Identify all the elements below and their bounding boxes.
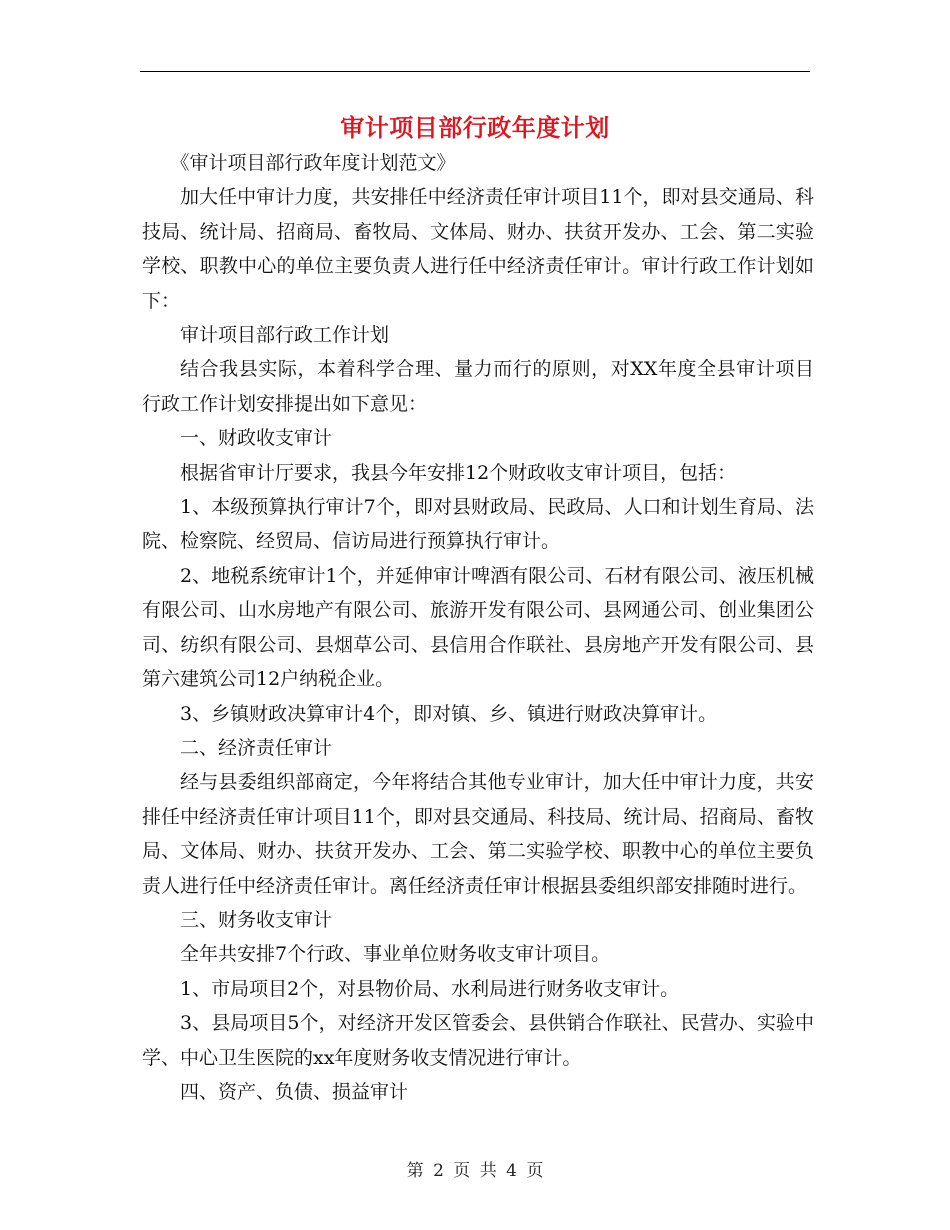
paragraph-plan-heading: 审计项目部行政工作计划 — [180, 324, 390, 347]
paragraph-intro: 加大任中审计力度，共安排任中经济责任审计项目11个，即对县交通局、科技局、统计局、招商局、畜牧局、文体局、财办、扶贫开发办、工会、第二实验学校、职教中心的单位主要负责人进行任中经济责任审计。审计行政工作计划如下： — [142, 186, 814, 312]
paragraph-financial-summary: 全年共安排7个行政、事业单位财务收支审计项目。 — [180, 943, 611, 966]
paragraph-city-projects: 1、市局项目2个，对县物价局、水利局进行财务收支审计。 — [180, 977, 680, 1000]
section-heading-assets: 四、资产、负债、损益审计 — [180, 1080, 409, 1103]
section-heading-fiscal: 一、财政收支审计 — [180, 427, 333, 450]
paragraph-county-projects: 3、县局项目5个，对经济开发区管委会、县供销合作联社、民营办、实验中学、中心卫生医院的xx年度财务收支情况进行审计。 — [142, 1012, 814, 1069]
section-heading-financial: 三、财务收支审计 — [180, 908, 333, 931]
paragraph-tax-audit: 2、地税系统审计1个，并延伸审计啤酒有限公司、石材有限公司、液压机械有限公司、山水房地产有限公司、旅游开发有限公司、县网通公司、创业集团公司、纺织有限公司、县烟草公司、县信用合作联社、县房地产开发有限公司、县第六建筑公司12户纳税企业。 — [142, 564, 814, 691]
document-title: 审计项目部行政年度计划 — [340, 113, 610, 142]
paragraph-township-audit: 3、乡镇财政决算审计4个，即对镇、乡、镇进行财政决算审计。 — [180, 702, 718, 725]
paragraph-budget-audit: 1、本级预算执行审计7个，即对县财政局、民政局、人口和计划生育局、法院、检察院、经贸局、信访局进行预算执行审计。 — [142, 496, 814, 553]
document-body — [142, 146, 814, 1109]
paragraph-subtitle: 《审计项目部行政年度计划范文》 — [170, 152, 456, 174]
header-rule — [140, 71, 810, 72]
paragraph-principle: 结合我县实际，本着科学合理、量力而行的原则，对XX年度全县审计项目行政工作计划安排提出如下意见： — [142, 358, 814, 415]
section-heading-economic: 二、经济责任审计 — [180, 736, 333, 759]
page-number: 第 2 页 共 4 页 — [406, 1161, 544, 1181]
paragraph-fiscal-summary: 根据省审计厅要求，我县今年安排12个财政收支审计项目，包括： — [180, 461, 737, 484]
paragraph-economic-responsibility: 经与县委组织部商定，今年将结合其他专业审计，加大任中审计力度，共安排任中经济责任审计项目11个，即对县交通局、科技局、统计局、招商局、畜牧局、文体局、财办、扶贫开发办、工会、第二实验学校、职教中心的单位主要负责人进行任中经济责任审计。离任经济责任审计根据县委组织部安排随时进行。 — [142, 771, 814, 897]
